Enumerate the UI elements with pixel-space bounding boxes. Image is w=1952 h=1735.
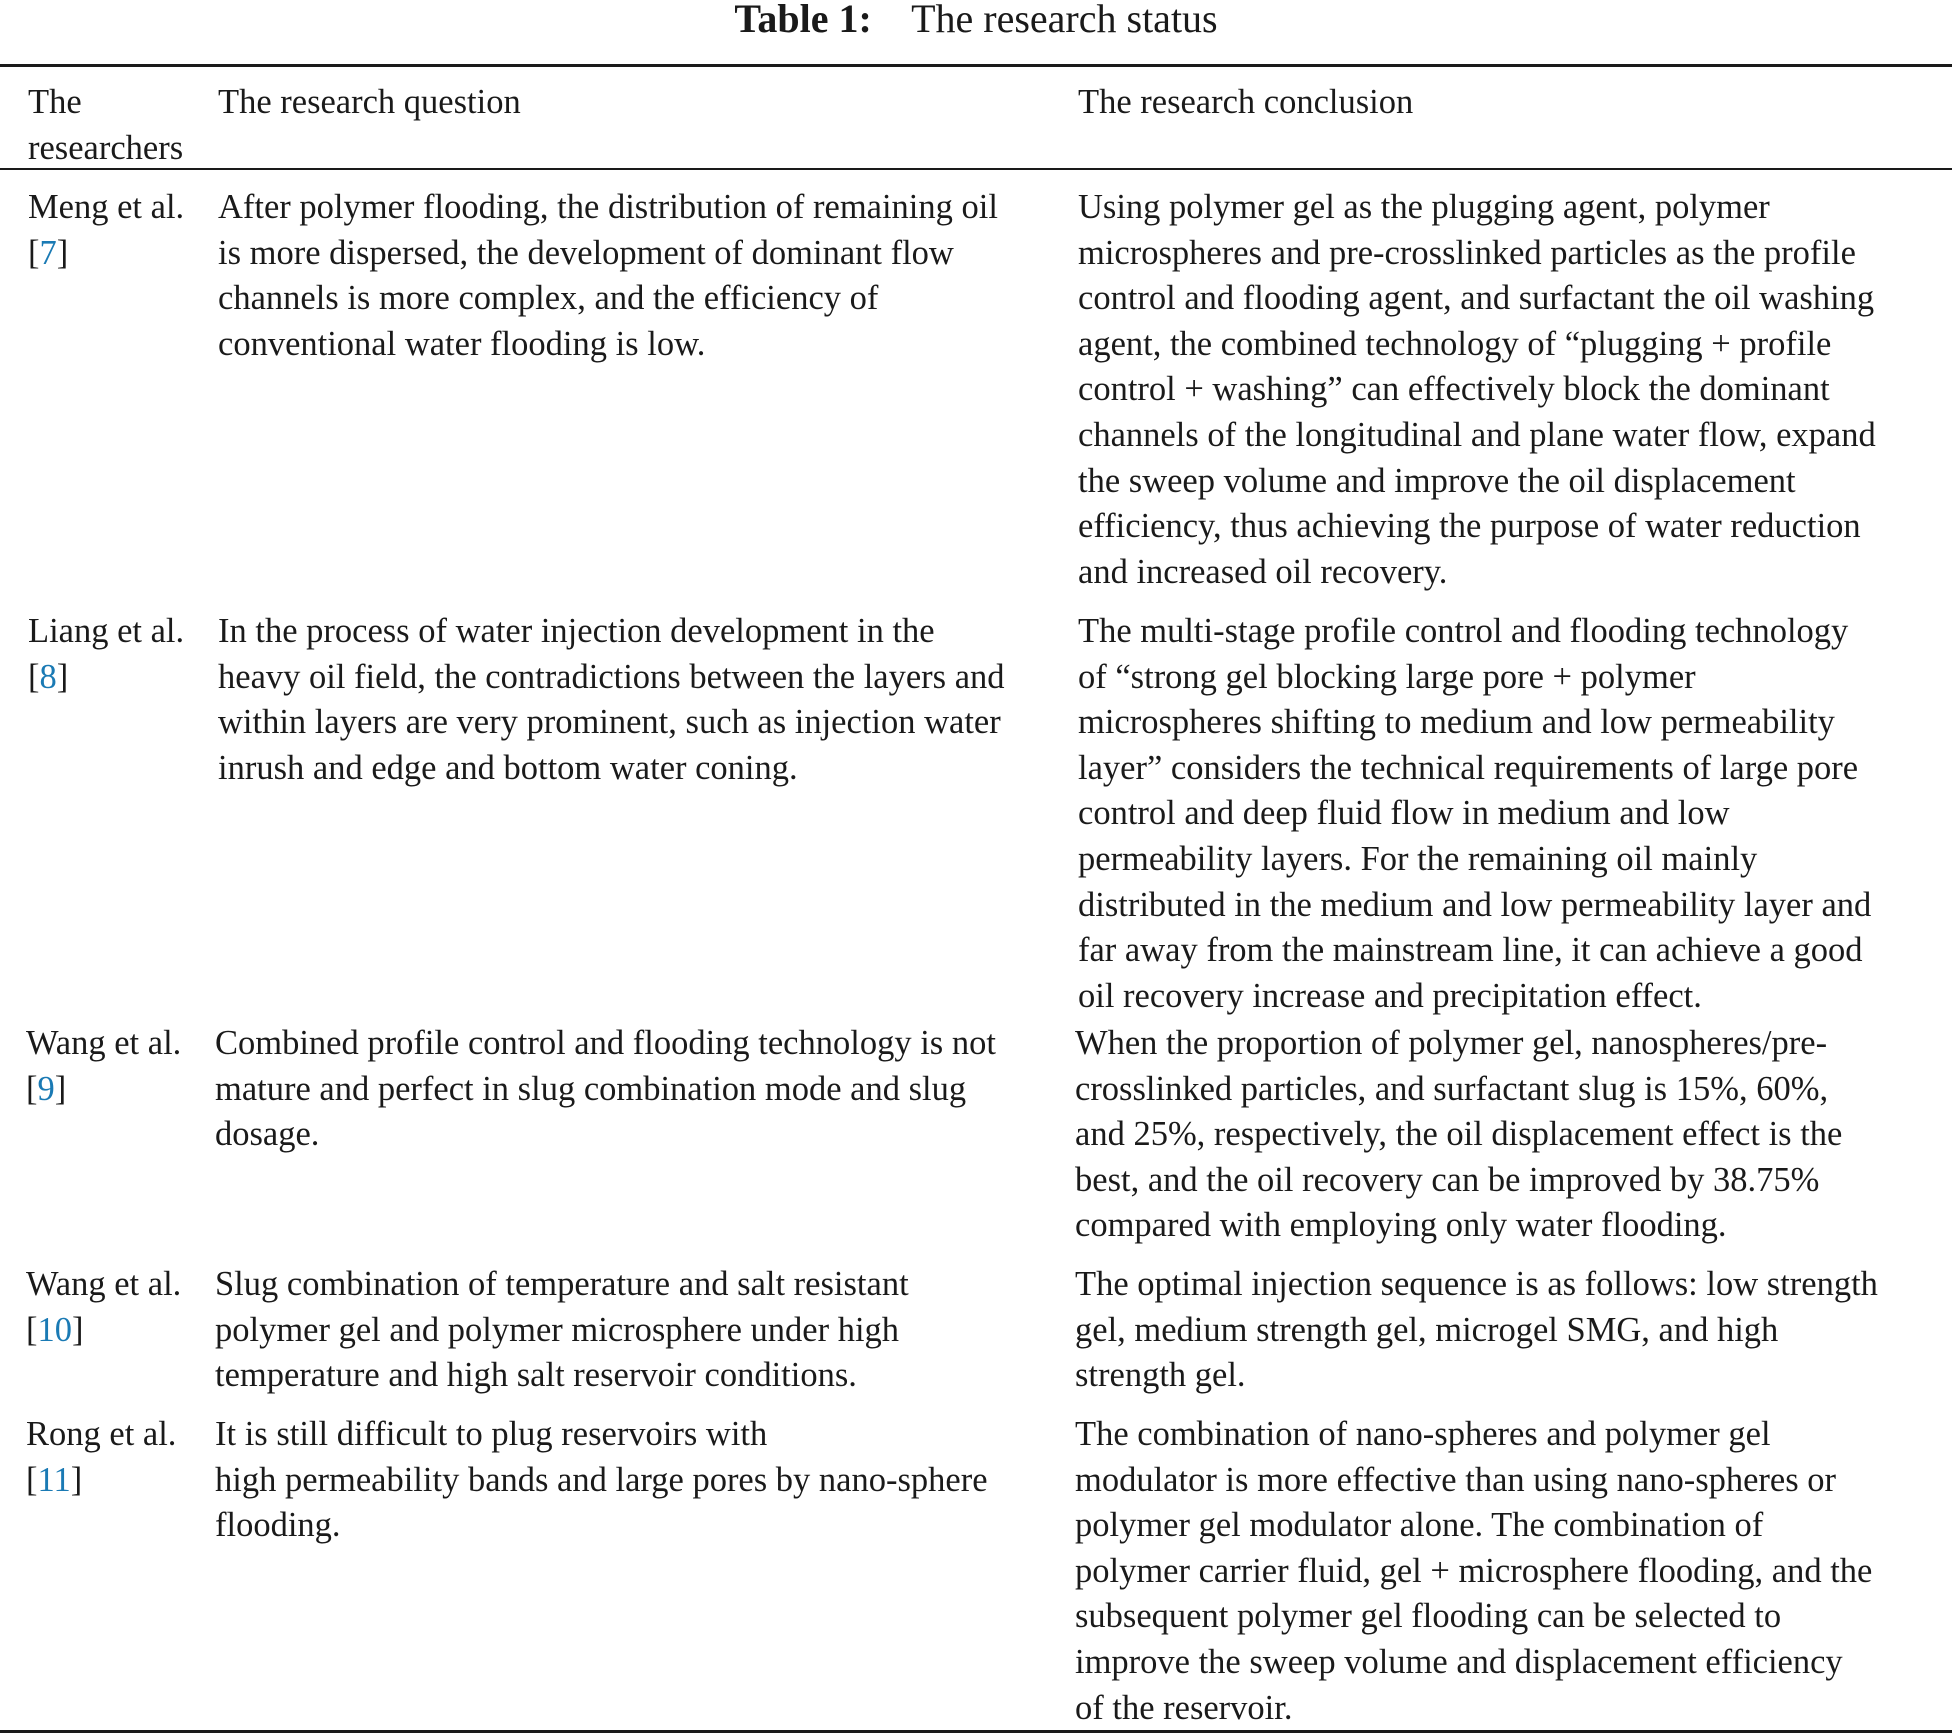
citation-link[interactable]: 8 xyxy=(39,657,57,696)
question-line: temperature and high salt reservoir conditions. xyxy=(215,1356,857,1395)
citation-link[interactable]: 10 xyxy=(37,1310,72,1349)
conclusion-line: crosslinked particles, and surfactant slug is 15%, 60%, xyxy=(1075,1069,1829,1108)
conclusion-line: gel, medium strength gel, microgel SMG, and high xyxy=(1075,1310,1779,1349)
conclusion-line: strength gel. xyxy=(1075,1356,1246,1395)
header-conclusion-text: The research conclusion xyxy=(1078,83,1414,121)
question-line: dosage. xyxy=(215,1115,320,1154)
researcher-ref: [8] xyxy=(28,657,69,696)
researcher-cell xyxy=(28,609,208,700)
conclusion-line: efficiency, thus achieving the purpose of water reduction xyxy=(1078,507,1861,546)
researcher-cell xyxy=(26,1262,206,1353)
question-cell xyxy=(218,185,1068,367)
researcher-ref: [11] xyxy=(26,1460,83,1499)
question-cell xyxy=(215,1412,1065,1549)
researcher-name: Wang et al. xyxy=(26,1265,182,1303)
conclusion-line: permeability layers. For the remaining oil mainly xyxy=(1078,839,1758,878)
header-conclusion xyxy=(1078,80,1948,126)
question-line: polymer gel and polymer microsphere under high xyxy=(215,1310,900,1349)
conclusion-line: control and deep fluid flow in medium and low xyxy=(1078,794,1730,833)
conclusion-line: of the reservoir. xyxy=(1075,1688,1293,1727)
researcher-ref: [10] xyxy=(26,1310,84,1349)
question-line: channels is more complex, and the efficiency of xyxy=(218,279,879,318)
researcher-cell xyxy=(28,185,208,276)
table-top-rule xyxy=(0,64,1952,67)
conclusion-line: of “strong gel blocking large pore + polymer xyxy=(1078,657,1696,696)
conclusion-line: modulator is more effective than using nano-spheres or xyxy=(1075,1460,1837,1499)
question-cell xyxy=(215,1021,1065,1158)
table-caption-title: The research status xyxy=(911,0,1218,41)
researcher-name: Wang et al. xyxy=(26,1024,182,1062)
conclusion-cell xyxy=(1075,1021,1945,1249)
citation-link[interactable]: 9 xyxy=(37,1069,55,1108)
question-line: It is still difficult to plug reservoirs with xyxy=(215,1415,768,1453)
conclusion-line: far away from the mainstream line, it can achieve a good xyxy=(1078,931,1863,970)
conclusion-line: microspheres shifting to medium and low permeability xyxy=(1078,703,1835,742)
table-caption-label: Table 1: xyxy=(734,0,872,41)
question-line: After polymer flooding, the distribution of remaining oil xyxy=(218,188,998,226)
conclusion-cell xyxy=(1078,185,1948,595)
conclusion-line: polymer carrier fluid, gel + microsphere flooding, and the xyxy=(1075,1551,1873,1590)
researcher-cell xyxy=(26,1021,206,1112)
question-line: mature and perfect in slug combination mode and slug xyxy=(215,1069,967,1108)
researcher-name: Rong et al. xyxy=(26,1415,177,1453)
table-caption xyxy=(0,0,1952,50)
header-researchers-line: The xyxy=(28,83,82,121)
question-line: is more dispersed, the development of dominant flow xyxy=(218,233,954,272)
citation-link[interactable]: 7 xyxy=(39,233,57,272)
researcher-name: Liang et al. xyxy=(28,612,185,650)
researcher-ref: [7] xyxy=(28,233,69,272)
researcher-name: Meng et al. xyxy=(28,188,185,226)
researcher-cell xyxy=(26,1412,206,1503)
question-line: Combined profile control and flooding technology is not xyxy=(215,1024,996,1062)
question-line: Slug combination of temperature and salt resistant xyxy=(215,1265,909,1303)
table-caption-spacer xyxy=(882,0,902,41)
question-cell xyxy=(218,609,1068,791)
header-question-text: The research question xyxy=(218,83,521,121)
conclusion-line: best, and the oil recovery can be improved by 38.75% xyxy=(1075,1160,1820,1199)
conclusion-line: Using polymer gel as the plugging agent, polymer xyxy=(1078,188,1770,226)
conclusion-line: and increased oil recovery. xyxy=(1078,552,1448,591)
question-line: heavy oil field, the contradictions between the layers and xyxy=(218,657,1005,696)
citation-link[interactable]: 11 xyxy=(37,1460,71,1499)
header-researchers xyxy=(28,80,208,171)
conclusion-line: The multi-stage profile control and flooding technology xyxy=(1078,612,1849,650)
question-line: high permeability bands and large pores by nano-sphere xyxy=(215,1460,988,1499)
conclusion-line: agent, the combined technology of “plugging + profile xyxy=(1078,324,1832,363)
conclusion-line: and 25%, respectively, the oil displacement effect is the xyxy=(1075,1115,1843,1154)
conclusion-cell xyxy=(1078,609,1948,1019)
question-cell xyxy=(215,1262,1065,1399)
conclusion-line: The combination of nano-spheres and polymer gel xyxy=(1075,1415,1771,1453)
conclusion-line: The optimal injection sequence is as follows: low strength xyxy=(1075,1265,1878,1303)
question-line: flooding. xyxy=(215,1506,341,1545)
table-header-rule xyxy=(0,168,1952,170)
conclusion-line: oil recovery increase and precipitation effect. xyxy=(1078,976,1702,1015)
conclusion-line: the sweep volume and improve the oil displacement xyxy=(1078,461,1796,500)
question-line: conventional water flooding is low. xyxy=(218,324,706,363)
question-line: In the process of water injection development in the xyxy=(218,612,935,650)
table-bottom-rule xyxy=(0,1730,1952,1733)
question-line: within layers are very prominent, such as injection water xyxy=(218,703,1001,742)
conclusion-line: polymer gel modulator alone. The combination of xyxy=(1075,1506,1764,1545)
conclusion-line: control and flooding agent, and surfactant the oil washing xyxy=(1078,279,1875,318)
conclusion-line: compared with employing only water flooding. xyxy=(1075,1206,1727,1245)
conclusion-line: distributed in the medium and low permeability layer and xyxy=(1078,885,1872,924)
question-line: inrush and edge and bottom water coning. xyxy=(218,748,798,787)
conclusion-line: improve the sweep volume and displacement efficiency xyxy=(1075,1642,1843,1681)
conclusion-line: layer” considers the technical requirements of large pore xyxy=(1078,748,1859,787)
header-question xyxy=(218,80,1068,126)
conclusion-line: subsequent polymer gel flooding can be selected to xyxy=(1075,1597,1782,1636)
conclusion-line: control + washing” can effectively block the dominant xyxy=(1078,370,1830,409)
header-researchers-line: researchers xyxy=(28,128,184,167)
researcher-ref: [9] xyxy=(26,1069,67,1108)
conclusion-cell xyxy=(1075,1262,1945,1399)
conclusion-cell xyxy=(1075,1412,1945,1731)
conclusion-line: microspheres and pre-crosslinked particles as the profile xyxy=(1078,233,1856,272)
conclusion-line: channels of the longitudinal and plane water flow, expand xyxy=(1078,415,1876,454)
conclusion-line: When the proportion of polymer gel, nanospheres/pre- xyxy=(1075,1024,1828,1062)
